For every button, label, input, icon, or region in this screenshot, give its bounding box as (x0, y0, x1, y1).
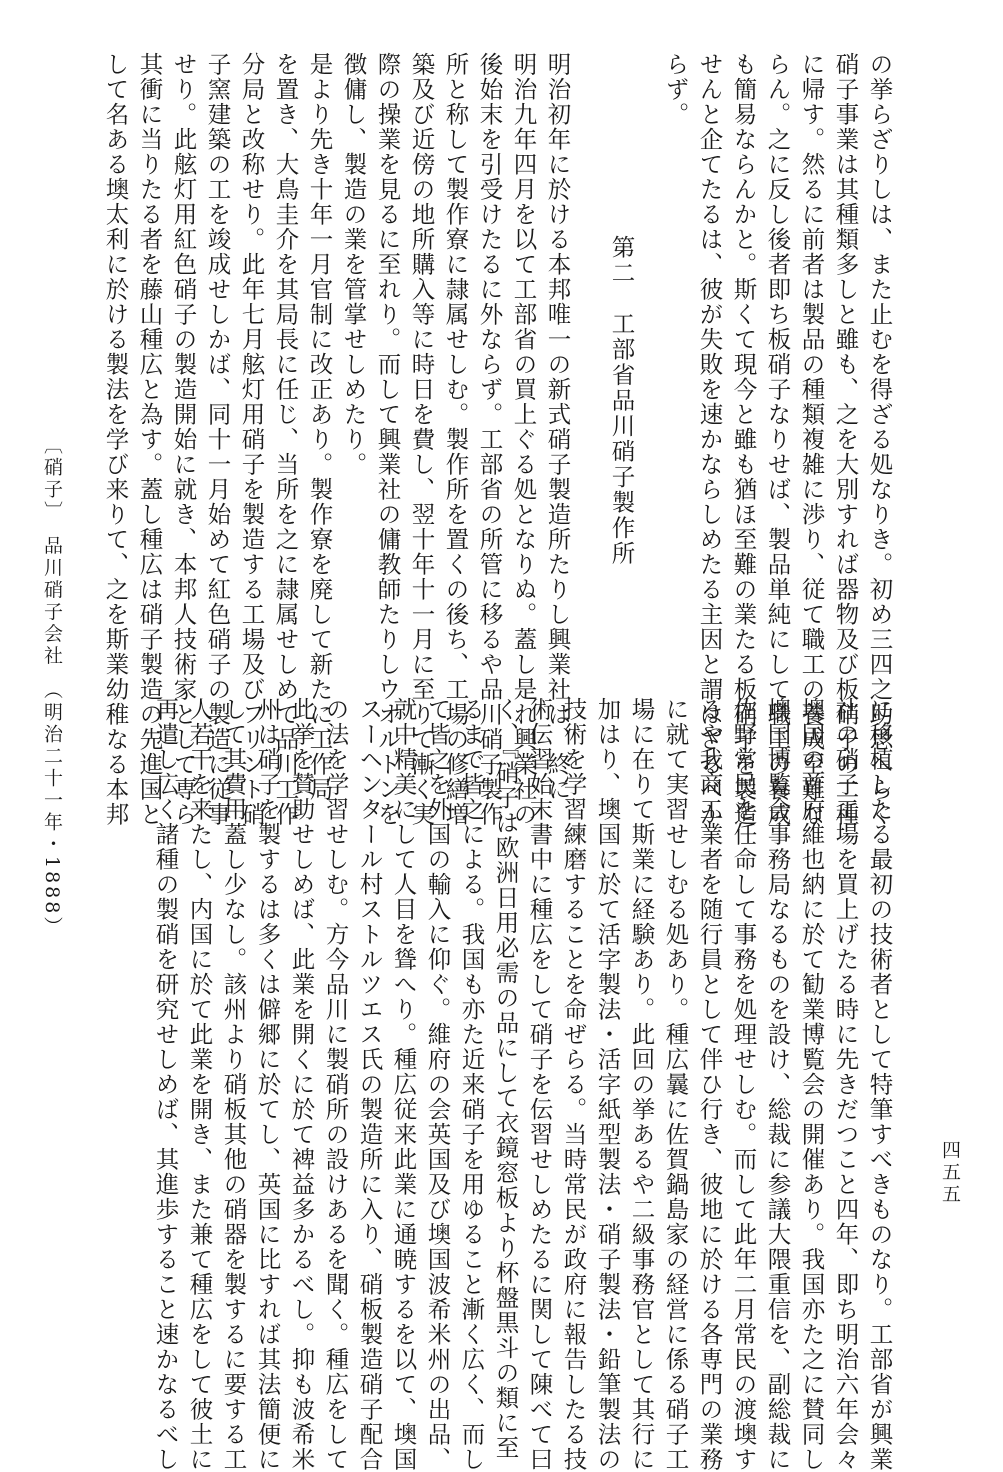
upper-line-18: 子窯建築の工を竣成せしかば、同十一月始めて紅色硝子の製造に従事 (203, 52, 232, 827)
lower-line-7: に就て実習せしむる処あり。種広曩に佐賀鍋島家の経営に係る硝子工 (661, 697, 690, 1472)
upper-line-13: 際の操業を見るに至れり。而して興業社の傭教師たりしウオルトンを (373, 52, 402, 827)
lower-line-21: 人若干を来たし、内国に於て此業を開き、また兼て種広をして彼土に (185, 697, 214, 1472)
lower-line-16: スーヘンタール村ストルツエス氏の製造所に入り、硝板製造硝子配合 (355, 697, 384, 1472)
upper-line-17: 分局と改称せり。此年七月舷灯用硝子を製造する工場及びフリント硝 (237, 52, 266, 827)
lower-line-4: 墺国博覧会事務局なるものを設け、総裁に参議大隈重信を、副総裁に (763, 697, 792, 1472)
section-heading: 第二 工部省品川硝子製作所 (607, 235, 636, 567)
upper-line-6: せんと企てたるは、彼が失敗を速かならしめたる主因と謂はざるべか (695, 52, 724, 827)
lower-line-15: 就中精美にして人目を聳へり。種広従来此業に通暁するを以て、墺国 (389, 697, 418, 1472)
upper-line-14: 徴傭し、製造の業を管掌せしめたり。 (339, 52, 368, 477)
upper-line-1: の挙らざりしは、また止むを得ざる処なりき。初め三四之助思へらく (865, 52, 894, 827)
page-number: 四五五 (939, 1140, 961, 1206)
lower-line-11: 術伝習始末書中に種広をして硝子を伝習せしめたるに関して陳べて曰 (525, 697, 554, 1472)
lower-line-14: て皆之を外国の輸入に仰ぐ。維府の会英国及び墺国波希米州の出品、 (423, 697, 452, 1472)
lower-line-12: く、『硝子は欧洲日用必需の品にして衣鏡窓板より杯盤黒斗の類に至 (491, 697, 520, 1461)
lower-line-9: 加はり、墺国に於て活字製法・活字紙型製法・硝子製法・鉛筆製法の (593, 697, 622, 1472)
lower-line-20: して其費用蓋し少なし。該州より硝板其他の硝器を製するに要する工 (219, 697, 248, 1472)
upper-line-21: して名ある墺太利に於ける製法を学び来りて、之を斯業幼稚なる本邦 (101, 52, 130, 827)
lower-line-8: 場に在りて斯業に経験あり。此回の挙あるや二級事務官として其行に (627, 697, 656, 1472)
upper-line-7: らず。 (661, 52, 690, 127)
upper-line-12: 築及び近傍の地所購入等に時日を費し、翌十年十一月に至りて漸く実 (407, 52, 436, 827)
lower-line-17: の法を学習せしむ。方今品川に製硝所の設けあるを聞く。種広をして (321, 697, 350, 1472)
upper-line-10: 後始末を引受けたるに外ならず。工部省の所管に移るや品川硝子製作 (475, 52, 504, 827)
running-head: 〔硝子〕 品川硝子会社 （明治二十一年・1888） (41, 435, 63, 939)
upper-line-20: 其衝に当りたる者を藤山種広と為す。蓋し種広は硝子製造の先進国と (135, 52, 164, 827)
lower-line-5: 佐野常民を任命して事務を処理せしむ。而して此年二月常民の渡墺す (729, 697, 758, 1472)
lower-line-18: 此挙を賛助せしめば、此業を開くに於て裨益多かるべし。抑も波希米 (287, 697, 316, 1472)
upper-line-11: 所と称して製作寮に隷属せしむ。製作所を置くの後ち、工場の修繕増 (441, 52, 470, 827)
upper-line-19: せり。此舷灯用紅色硝子の製造開始に就き、本邦人技術家として専ら (169, 52, 198, 827)
upper-line-15: 是より先き十年一月官制に改正あり。製作寮を廃して新たに工作局 (305, 52, 334, 802)
upper-line-4: らん。之に反し後者即ち板硝子なりせば、製品単純にして職工の養成 (763, 52, 792, 827)
lower-line-19: 州は硝子を製するは多くは僻郷に於てし、英国に比すれば其法簡便に (253, 697, 282, 1472)
upper-line-2: 硝子事業は其種類多しと雖も、之を大別すれば器物及び板硝子の二種 (831, 52, 860, 827)
upper-line-8: 明治初年に於ける本邦唯一の新式硝子製造所たりし興業社は、終に (543, 52, 572, 802)
lower-line-10: 技術を学習練磨することを命ぜらる。当時常民が政府に報告したる技 (559, 697, 588, 1472)
lower-line-22: 再遣し広く諸種の製硝を研究せしめば、其進歩すること速かなるべし (151, 697, 180, 1472)
lower-line-3: 墺国の首府維也納に於て勧業博覧会の開催あり。我国亦た之に賛同し (797, 697, 826, 1472)
upper-line-16: を置き、大鳥圭介を其局長に任じ、当所を之に隷属せしめて品川工作 (271, 52, 300, 827)
upper-line-9: 明治九年四月を以て工部省の買上ぐる処となりぬ。蓋し是れ興業社の (509, 52, 538, 827)
lower-line-2: 社の硝子工場を買上げたる時に先きだつこと四年、即ち明治六年会々 (831, 697, 860, 1472)
lower-line-1: に移植したる最初の技術者として特筆すべきものなり。工部省が興業 (865, 697, 894, 1472)
upper-line-5: も簡易ならんかと。斯くて現今と雖も猶ほ至難の業たる板硝子を製造 (729, 52, 758, 827)
lower-line-6: るや我商工業者を随行員として伴ひ行き、彼地に於ける各専門の業務 (695, 697, 724, 1472)
upper-line-3: に帰す。然るに前者は製品の種類複雑に渉り、従て職工の養成至難な (797, 52, 826, 827)
lower-line-13: るまで皆之による。我国も亦た近来硝子を用ゆること漸く広く、而し (457, 697, 486, 1472)
